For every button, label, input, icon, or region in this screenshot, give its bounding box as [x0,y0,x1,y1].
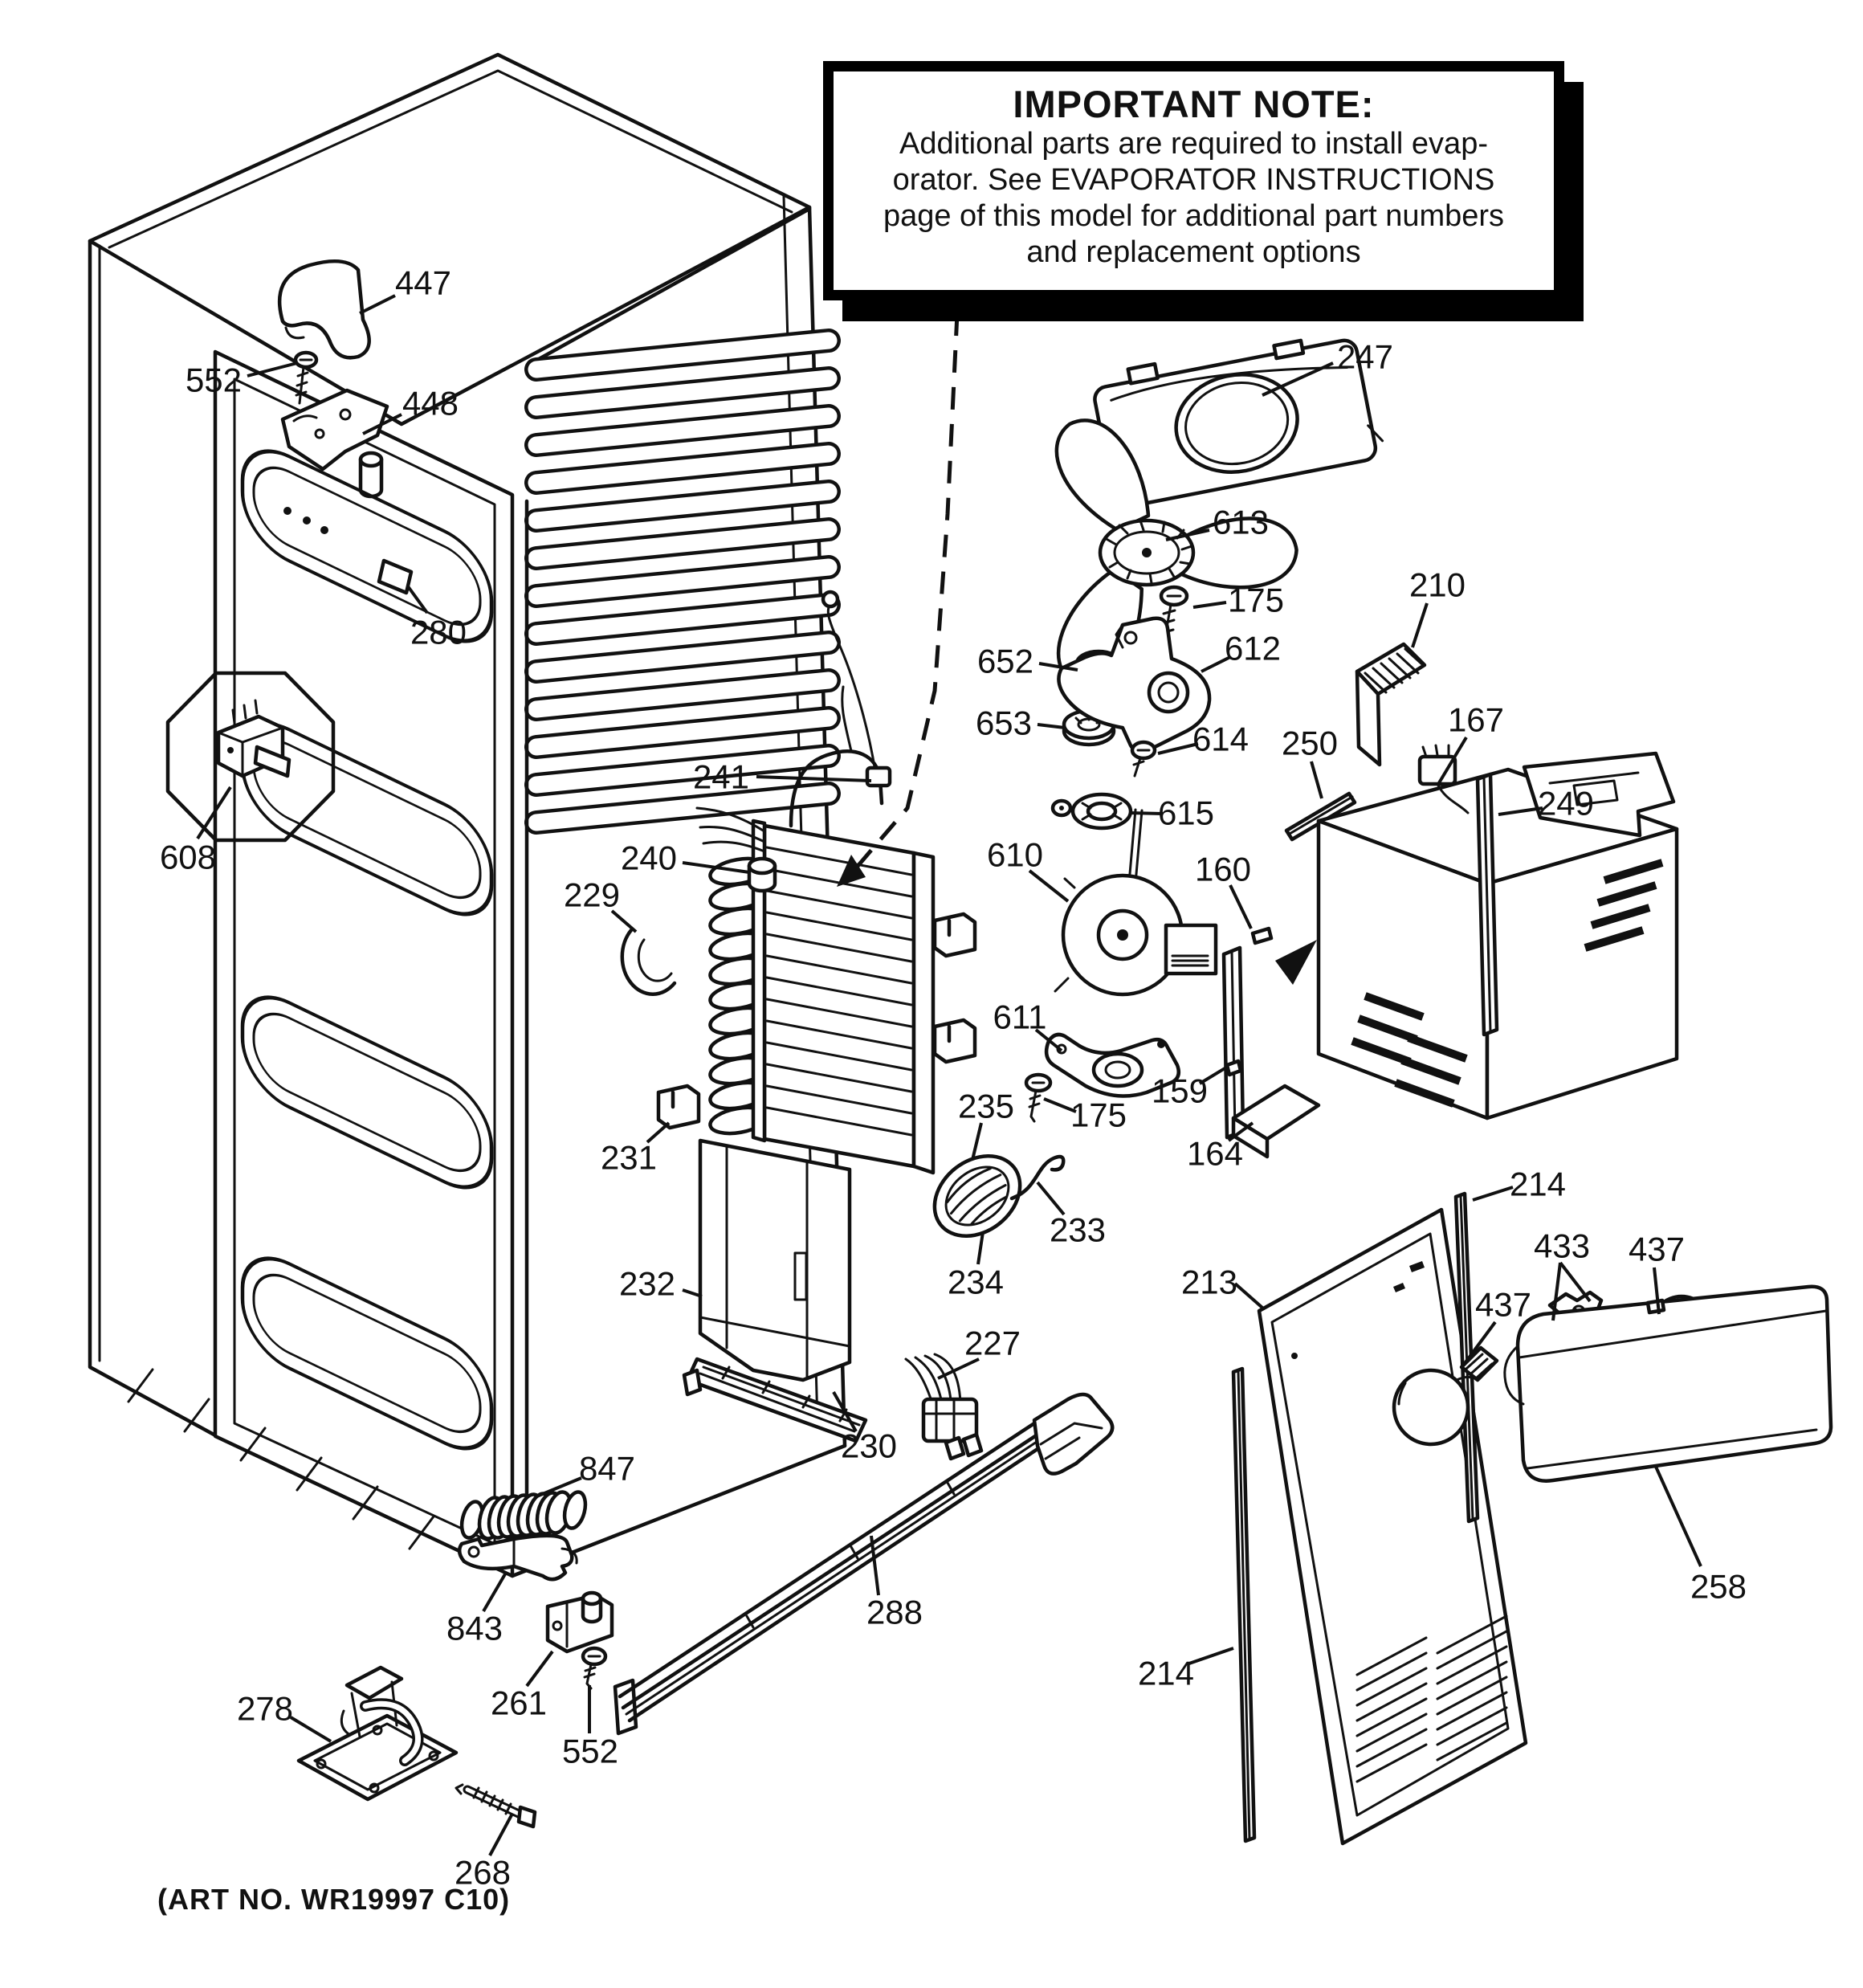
evap-clip-right-2 [935,1020,975,1062]
part-175-screw-lower [1026,1075,1050,1121]
leader-line-233-14 [1037,1182,1064,1214]
part-number-268-46: 268 [454,1853,512,1892]
part-number-280-3: 280 [410,613,467,651]
part-number-160-31: 160 [1194,850,1252,888]
part-number-249-30: 249 [1537,784,1595,823]
leader-line-213-34 [1235,1284,1262,1308]
part-number-608-4: 608 [159,838,217,876]
leader-line-843-42 [483,1573,506,1611]
part-number-447-0: 447 [394,263,452,302]
part-number-552-1: 552 [185,361,243,399]
part-610-fan-motor [1055,810,1216,994]
interior-coil-bank [536,341,829,823]
note-line-2: orator. See EVAPORATOR INSTRUCTIONS [892,163,1495,197]
leader-line-268-46 [490,1814,512,1855]
leader-line-227-11 [938,1359,979,1378]
part-164-bracket [1224,948,1319,1157]
part-number-175-26: 175 [1070,1096,1127,1134]
part-number-261-43: 261 [490,1684,548,1722]
part-number-230-10: 230 [840,1427,898,1465]
part-number-159-32: 159 [1151,1072,1209,1110]
part-number-437-37: 437 [1628,1230,1686,1268]
part-number-288-15: 288 [866,1593,923,1631]
part-number-235-12: 235 [957,1087,1015,1125]
leader-line-160-31 [1230,885,1251,929]
part-number-213-34: 213 [1180,1263,1238,1301]
note-line-3: page of this model for additional part numbers [883,199,1505,233]
part-number-175-18: 175 [1227,581,1285,619]
part-number-240-6: 240 [620,839,678,877]
part-number-433-36: 433 [1533,1227,1591,1265]
part-number-437-38: 437 [1474,1285,1532,1324]
part-227-harness [906,1354,981,1459]
part-229-clip [622,930,675,994]
part-number-611-25: 611 [993,998,1047,1036]
part-278-hinge-assembly [299,1668,456,1799]
part-number-232-9: 232 [618,1264,676,1303]
part-number-234-13: 234 [947,1263,1005,1301]
part-number-233-14: 233 [1049,1210,1107,1249]
part-231-clip [658,1086,699,1128]
part-160-clip [1253,929,1271,943]
part-number-164-33: 164 [1186,1134,1244,1173]
part-number-615-23: 615 [1157,794,1215,832]
part-number-843-42: 843 [446,1609,503,1647]
leader-line-175-18 [1193,602,1226,607]
art-number: (ART NO. WR19997 C10) [157,1883,511,1916]
part-615-grommet [1053,794,1131,828]
note-pointer-arrow [837,313,957,887]
part-214-trim-left [1233,1369,1254,1841]
part-number-227-11: 227 [964,1324,1021,1362]
part-number-247-16: 247 [1336,337,1394,376]
part-232-drain-tower [700,1141,850,1380]
back-panel-group [1233,1194,1831,1843]
part-number-614-22: 614 [1192,720,1249,758]
part-number-210-27: 210 [1408,565,1466,604]
part-number-241-5: 241 [692,757,750,796]
part-240-sensor [749,859,775,891]
part-210-damper [1357,644,1425,765]
leader-line-229-7 [612,911,636,932]
part-number-613-17: 613 [1212,503,1270,541]
note-title: IMPORTANT NOTE: [1013,83,1375,125]
part-614-screw [1132,742,1155,776]
part-number-610-24: 610 [986,835,1044,874]
part-number-214-40: 214 [1137,1654,1195,1692]
leader-line-210-27 [1413,603,1427,647]
leader-line-214-35 [1473,1187,1513,1200]
part-number-258-39: 258 [1690,1567,1747,1606]
part-number-229-7: 229 [563,876,621,914]
leader-line-234-13 [978,1232,983,1264]
leader-line-258-39 [1656,1467,1701,1566]
part-number-652-19: 652 [976,642,1034,680]
important-note-box [823,61,1564,300]
part-number-653-20: 653 [975,704,1033,742]
part-number-214-35: 214 [1509,1165,1567,1203]
evap-clip-right-1 [935,914,975,956]
part-number-278-45: 278 [236,1689,294,1728]
part-241-thermistor [867,768,890,786]
part-159-clip [1227,1061,1241,1075]
leader-line-261-43 [527,1651,552,1686]
part-number-250-28: 250 [1281,724,1339,762]
leader-line-288-15 [871,1536,879,1595]
part-number-167-29: 167 [1447,700,1505,739]
part-number-612-21: 612 [1224,629,1282,667]
note-line-4: and replacement options [1026,235,1361,269]
freezer-door [215,352,527,1576]
part-number-847-41: 847 [578,1449,636,1488]
note-line-1: Additional parts are required to install evap- [899,127,1488,161]
part-number-231-8: 231 [600,1138,658,1177]
leader-line-250-28 [1311,761,1322,798]
part-552-screw-bottom [583,1648,605,1688]
part-268-bolt [456,1785,535,1827]
leader-line-610-24 [1029,871,1068,901]
leader-line-653-20 [1037,725,1065,728]
leader-line-278-45 [291,1717,331,1741]
part-261-bracket [548,1593,612,1651]
part-number-448-2: 448 [402,384,459,423]
leader-line-235-12 [972,1123,981,1160]
part-number-552-44: 552 [561,1732,619,1770]
leader-line-241-5 [756,777,871,781]
